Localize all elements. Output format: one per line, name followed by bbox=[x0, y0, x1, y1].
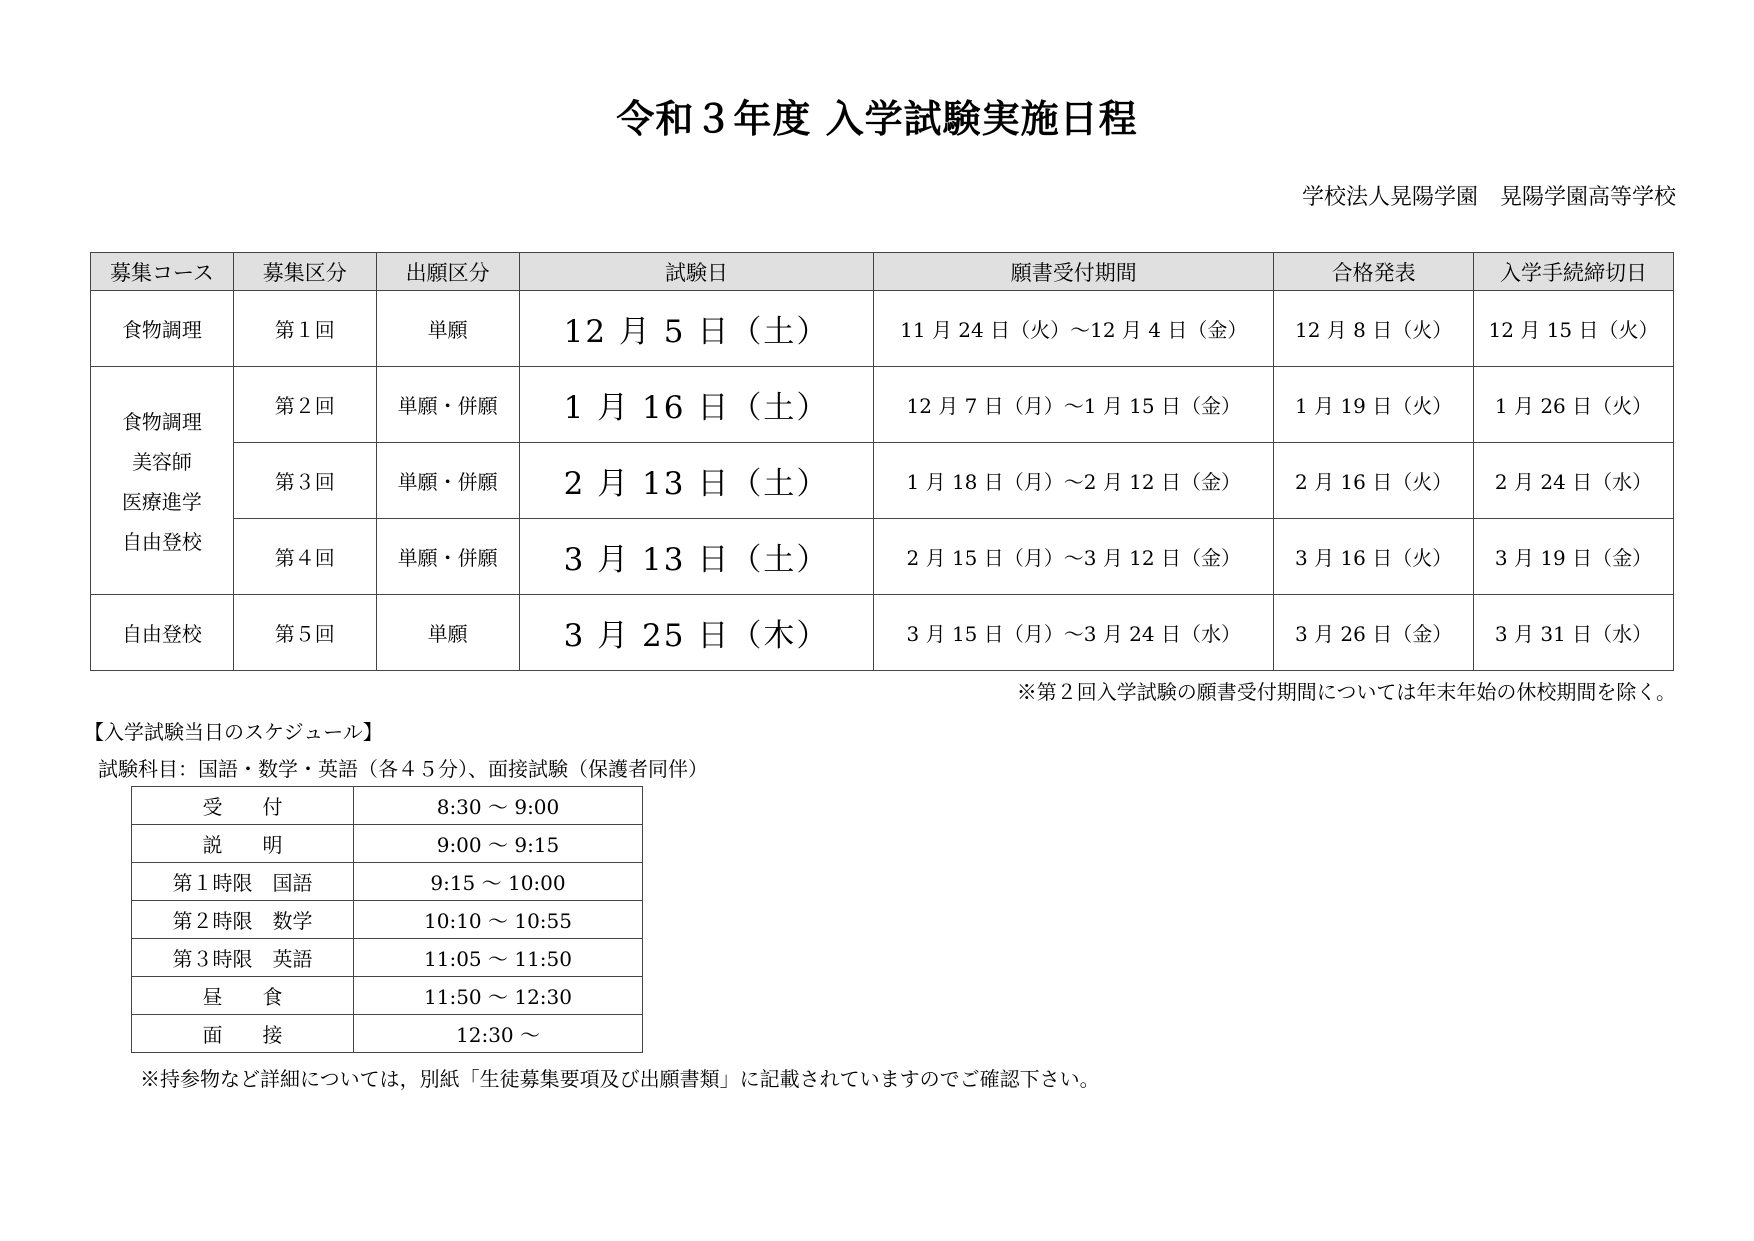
schedule-row bbox=[132, 1015, 643, 1053]
table-header-row bbox=[91, 253, 1674, 291]
deadline-cell: 3 月 31 日（水） bbox=[1474, 595, 1674, 671]
header-course: 募集コース bbox=[91, 253, 234, 291]
header-deadline: 入学手続締切日 bbox=[1474, 253, 1674, 291]
table-footnote: ※第２回入学試験の願書受付期間については年末年始の休校期間を除く。 bbox=[1016, 680, 1676, 704]
course-label: 自由登校 bbox=[121, 530, 202, 554]
exam-date-cell: 12 月 5 日（土） bbox=[519, 291, 874, 367]
header-application-period: 願書受付期間 bbox=[874, 253, 1274, 291]
application-period-cell: 11 月 24 日（火）～12 月 4 日（金） bbox=[874, 291, 1274, 367]
announcement-cell: 3 月 26 日（金） bbox=[1274, 595, 1474, 671]
day-schedule-table bbox=[131, 786, 643, 1053]
announcement-cell: 1 月 19 日（火） bbox=[1274, 367, 1474, 443]
round-cell: 第４回 bbox=[233, 519, 376, 595]
application-period-cell: 12 月 7 日（月）～1 月 15 日（金） bbox=[874, 367, 1274, 443]
table-row bbox=[91, 291, 1674, 367]
bottom-note: ※持参物など詳細については，別紙「生徒募集要項及び出願書類」に記載されていますのでご確認下さい。 bbox=[140, 1067, 1100, 1091]
exam-date-cell: 3 月 25 日（木） bbox=[519, 595, 874, 671]
slot-name: 面 接 bbox=[132, 1015, 354, 1053]
slot-name: 第１時限 国語 bbox=[132, 863, 354, 901]
application-type-cell: 単願・併願 bbox=[376, 519, 519, 595]
header-application-type: 出願区分 bbox=[376, 253, 519, 291]
application-type-cell: 単願 bbox=[376, 291, 519, 367]
slot-time: 11:05 ～ 11:50 bbox=[354, 939, 643, 977]
header-exam-date: 試験日 bbox=[519, 253, 874, 291]
application-type-cell: 単願 bbox=[376, 595, 519, 671]
course-label: 医療進学 bbox=[121, 490, 202, 514]
announcement-cell: 3 月 16 日（火） bbox=[1274, 519, 1474, 595]
course-cell: 自由登校 bbox=[91, 595, 234, 671]
course-cell: 食物調理 bbox=[91, 291, 234, 367]
slot-time: 9:00 ～ 9:15 bbox=[354, 825, 643, 863]
application-period-cell: 3 月 15 日（月）～3 月 24 日（水） bbox=[874, 595, 1274, 671]
header-round: 募集区分 bbox=[233, 253, 376, 291]
schedule-row bbox=[132, 787, 643, 825]
slot-name: 説 明 bbox=[132, 825, 354, 863]
schedule-row bbox=[132, 863, 643, 901]
round-cell: 第３回 bbox=[233, 443, 376, 519]
slot-time: 8:30 ～ 9:00 bbox=[354, 787, 643, 825]
slot-name: 第２時限 数学 bbox=[132, 901, 354, 939]
organization-name: 学校法人晃陽学園 晃陽学園高等学校 bbox=[1301, 185, 1676, 210]
deadline-cell: 3 月 19 日（金） bbox=[1474, 519, 1674, 595]
deadline-cell: 12 月 15 日（火） bbox=[1474, 291, 1674, 367]
announcement-cell: 2 月 16 日（火） bbox=[1274, 443, 1474, 519]
table-row bbox=[91, 443, 1674, 519]
slot-name: 第３時限 英語 bbox=[132, 939, 354, 977]
slot-time: 10:10 ～ 10:55 bbox=[354, 901, 643, 939]
deadline-cell: 1 月 26 日（火） bbox=[1474, 367, 1674, 443]
slot-time: 9:15 ～ 10:00 bbox=[354, 863, 643, 901]
slot-time: 12:30 ～ bbox=[354, 1015, 643, 1053]
application-period-cell: 2 月 15 日（月）～3 月 12 日（金） bbox=[874, 519, 1274, 595]
schedule-row bbox=[132, 825, 643, 863]
table-row bbox=[91, 519, 1674, 595]
slot-name: 昼 食 bbox=[132, 977, 354, 1015]
round-cell: 第２回 bbox=[233, 367, 376, 443]
exam-date-cell: 2 月 13 日（土） bbox=[519, 443, 874, 519]
schedule-row bbox=[132, 901, 643, 939]
table-row bbox=[91, 595, 1674, 671]
application-period-cell: 1 月 18 日（月）～2 月 12 日（金） bbox=[874, 443, 1274, 519]
round-cell: 第１回 bbox=[233, 291, 376, 367]
schedule-row bbox=[132, 939, 643, 977]
exam-date-cell: 1 月 16 日（土） bbox=[519, 367, 874, 443]
schedule-row bbox=[132, 977, 643, 1015]
header-announcement: 合格発表 bbox=[1274, 253, 1474, 291]
round-cell: 第５回 bbox=[233, 595, 376, 671]
page-title: 令和３年度 入学試験実施日程 bbox=[616, 96, 1138, 141]
deadline-cell: 2 月 24 日（水） bbox=[1474, 443, 1674, 519]
exam-date-cell: 3 月 13 日（土） bbox=[519, 519, 874, 595]
announcement-cell: 12 月 8 日（火） bbox=[1274, 291, 1474, 367]
slot-name: 受 付 bbox=[132, 787, 354, 825]
slot-time: 11:50 ～ 12:30 bbox=[354, 977, 643, 1015]
exam-schedule-table bbox=[90, 252, 1674, 671]
course-label: 美容師 bbox=[131, 450, 192, 474]
course-label: 食物調理 bbox=[121, 410, 202, 434]
application-type-cell: 単願・併願 bbox=[376, 443, 519, 519]
schedule-heading: 【入学試験当日のスケジュール】 bbox=[84, 720, 383, 744]
application-type-cell: 単願・併願 bbox=[376, 367, 519, 443]
subjects-line: 試験科目：国語・数学・英語（各４５分）、面接試験（保護者同伴） bbox=[98, 757, 708, 781]
course-group-cell bbox=[91, 367, 234, 595]
table-row bbox=[91, 367, 1674, 443]
